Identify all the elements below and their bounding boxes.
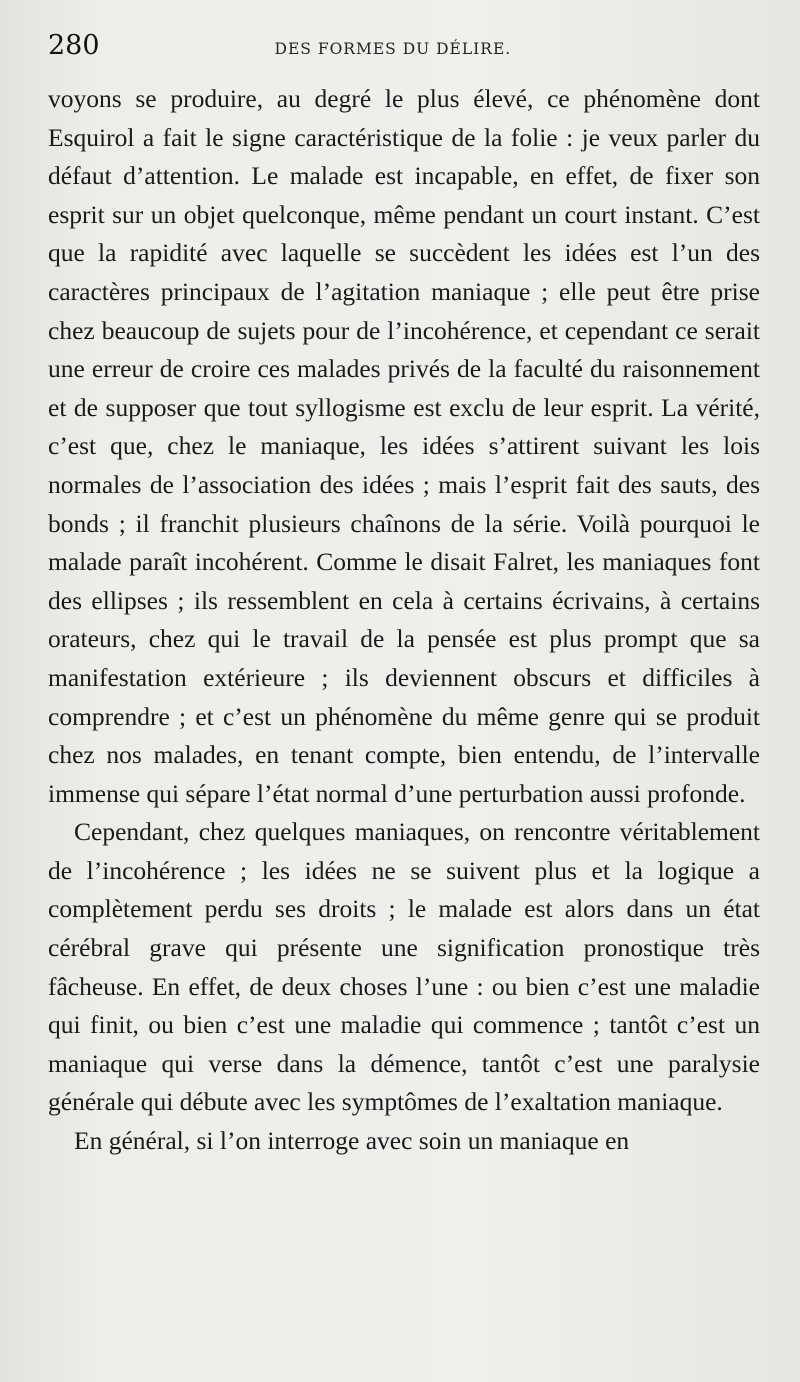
paragraph-3: En général, si l’on interroge avec soin un maniaque en bbox=[74, 1126, 630, 1156]
running-head bbox=[48, 30, 760, 80]
paragraph-2: Cependant, chez quelques maniaques, on rencontre véritablement de l’incohérence ; les idées ne se suivent plus et la logique a complètement perdu ses droits ; le malade est alors dans un état cérébral grave qui présente une signification pronostique très fâcheuse. En effet, de deux choses l’une : ou bien c’est une maladie qui finit, ou bien c’est une maladie qui commence ; tantôt c’est un maniaque qui verse dans la démence, tantôt c’est une paralysie générale qui débute avec les symptômes de l’exaltation maniaque. bbox=[48, 817, 760, 1117]
page-number: 280 bbox=[48, 30, 100, 61]
running-title: DES FORMES DU DÉLIRE. bbox=[274, 40, 512, 58]
body-text bbox=[48, 80, 760, 1161]
paragraph-1: voyons se produire, au degré le plus élevé, ce phénomène dont Esquirol a fait le signe caractéristique de la folie : je veux parler du défaut d’attention. Le malade est incapable, en effet, de fixer son esprit sur un objet quelconque, même pendant un court instant. C’est que la rapidité avec laquelle se succèdent les idées est l’un des caractères principaux de l’agitation maniaque ; elle peut être prise chez beaucoup de sujets pour de l’incohérence, et cependant ce serait une erreur de croire ces malades privés de la faculté du raisonnement et de supposer que tout syllogisme est exclu de leur esprit. La vérité, c’est que, chez le maniaque, les idées s’attirent suivant les lois normales de l’association des idées ; mais l’esprit fait des sauts, des bonds ; il franchit plusieurs chaînons de la série. Voilà pourquoi le malade paraît incohérent. Comme le disait Falret, les maniaques font des ellipses ; ils ressemblent en cela à certains écrivains, à certains orateurs, chez qui le travail de la pensée est plus prompt que sa manifestation extérieure ; ils deviennent obscurs et difficiles à comprendre ; et c’est un phénomène du même genre qui se produit chez nos malades, en tenant compte, bien entendu, de l’intervalle immense qui sépare l’état normal d’une perturbation aussi profonde. bbox=[48, 84, 760, 808]
